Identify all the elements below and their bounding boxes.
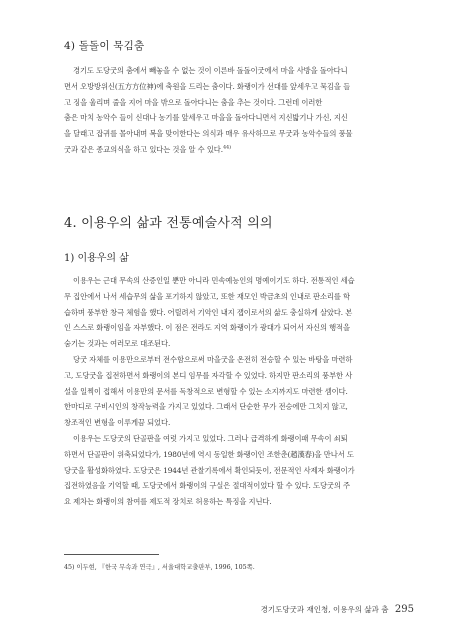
text-line: 인 스스로 화랭이임을 자부했다. 이 점은 전라도 지역 화랭이가 광대가 되어서 자신의 행적을 — [64, 323, 350, 333]
text-line: 고 징을 울리며 줄을 지어 마을 밖으로 돌아다니는 춤을 추는 것이다. 그런데 이러한 — [64, 97, 323, 107]
text-line: 경기도 도당굿의 춤에서 빼놓을 수 없는 것이 이른바 돌돌이굿에서 마을 사방을 돌아다니 — [73, 66, 348, 75]
paragraph-dolldori-dance — [64, 63, 414, 158]
text-line: 설을 일찍이 접해서 이용만의 문서를 독창적으로 변형할 수 있는 소지까지도 마련한 셈이다. — [64, 386, 348, 396]
text-line: 춤은 마치 농악수 들이 신대나 농기를 앞세우고 마을을 돌아다니면서 지신밟기나 가신, 지신 — [64, 113, 348, 123]
text-line: 창조적인 변형을 이루게끔 되었다. — [64, 418, 171, 428]
section-title: 4. 이용우의 삶과 전통예술사적 의의 — [64, 216, 273, 231]
paragraph-dangut-transmission — [64, 352, 414, 431]
text-line: 습하며 풍부한 창극 체험을 했다. 어릴려서 기악인 내지 잽이로서의 삶도 충실하게 살았다. 본 — [64, 307, 353, 317]
text-line: 면서 오방방위신(五方方位神)에 축원을 드리는 춤이다. 화랭이가 선대를 앞세우고 묵김을 들 — [64, 81, 351, 91]
text-line: 이용우는 근대 무속의 산증인일 뿐만 아니라 민속예능인의 명예이기도 하다. 전통적인 세습 — [73, 276, 355, 285]
footer-title: 경기도당굿과 재인청, 이용우의 삶과 춤 — [260, 605, 389, 614]
text-line: 한마디로 구비시인의 창작능력을 가지고 있었다. 그래서 단순한 무가 전승에만 그치지 않고, — [64, 402, 348, 412]
text-line: 이용우는 도당굿의 단골판을 여럿 가지고 있었다. 그러나 급격하게 화랭이패 무속이 쇠퇴 — [73, 434, 348, 443]
subsection-heading-1: 1) 이용우의 삶 — [64, 253, 129, 264]
text-line: 요 제차는 화랭이의 참여를 제도적 장치로 허용하는 특징을 지닌다. — [64, 497, 272, 507]
footnote-45: 45) 이두현, 『한국 무속과 연극』, 서울대학교출판부, 1996, 105쪽. — [64, 564, 255, 571]
paragraph-life-intro — [64, 273, 414, 352]
text-line: 을 달래고 잡귀를 몰아내며 복을 맞이한다는 의식과 매우 유사하므로 무굿과 농악수들의 풍물 — [64, 129, 353, 139]
footnote-ref: 44) — [222, 144, 231, 151]
text-line: 당굿을 활성화하였다. 도당굿은 1944년 관찰기록에서 확인되듯이, 전문적인 사제자 화랭이가 — [64, 465, 355, 475]
footnote-divider — [64, 554, 159, 555]
text-line: 하면서 단골판이 위축되었다가, 1980년에 역시 동일한 화랭이인 조한춘(趙漢春)을 만나서 도 — [64, 449, 354, 459]
text-line: 당굿 자체를 이용만으로부터 전수함으로써 마을굿을 온전히 전승할 수 있는 바탕을 마련하 — [73, 355, 353, 364]
text-line: 무 집안에서 나서 세습무의 삶을 포기하지 않았고, 또한 재모인 박금초의 인내로 판소리를 학 — [64, 291, 350, 301]
text-line: 숨기는 것과는 여러모로 대조된다. — [64, 339, 171, 349]
text-line: 고, 도당굿을 집전하면서 화랭이의 본디 임무를 자각할 수 있었다. 하지만 판소리의 풍부한 사 — [64, 370, 353, 380]
page-number: 295 — [394, 604, 414, 615]
paragraph-dangol-pan — [64, 431, 414, 510]
text-line — [64, 142, 414, 158]
text-line: 집전하였음을 기억할 때, 도당굿에서 화랭이의 구실은 절대적이었다 할 수 있다. 도당굿의 주 — [64, 481, 350, 491]
subsection-heading-4: 4) 돌돌이 묵김춤 — [64, 40, 145, 52]
text-line-content: 굿과 같은 종교의식을 하고 있다는 것을 알 수 있다. — [64, 144, 223, 154]
running-footer — [261, 604, 414, 615]
